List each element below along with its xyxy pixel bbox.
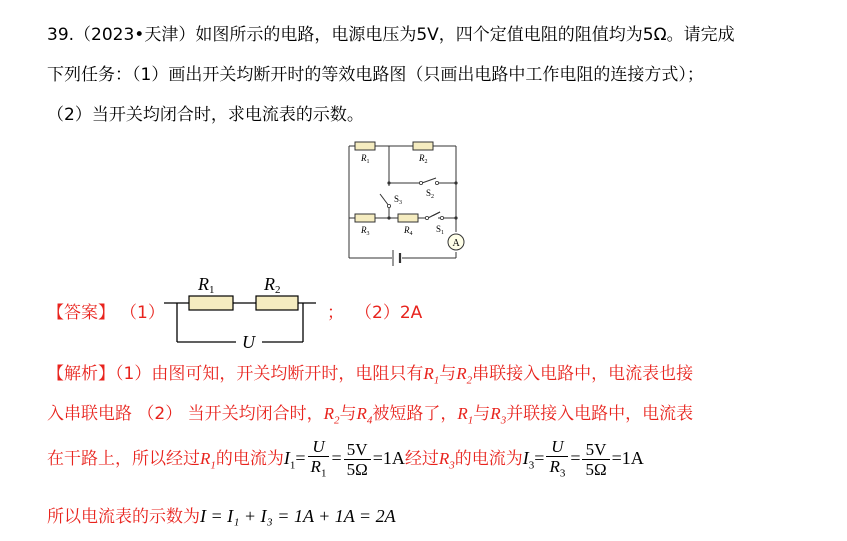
symbol-r1: $R_1$ (200, 449, 216, 472)
analysis-text: 串联接入电路中，电流表也接 (472, 364, 694, 384)
symbol-r1: $R_1$ (423, 364, 440, 387)
answer-part1: （1） (120, 303, 165, 323)
symbol-r4: $R_4$ (356, 404, 373, 427)
analysis-tag: 【解析】 (47, 364, 115, 384)
analysis-text: 与 (339, 404, 357, 424)
analysis-text: 与 (439, 364, 457, 384)
equation-i1: $I_1=$ $\frac{U}{R_1}$ = $\frac{5V}{5\Omega}$ =1A (284, 448, 405, 468)
battery-icon (393, 250, 400, 266)
analysis-text: （1）由图可知，开关均断开时，电阻只有 (115, 364, 424, 384)
equation-i3: $I_3=$ $\frac{U}{R_3}$ = $\frac{5V}{5\Omega}$ =1A (523, 448, 644, 468)
symbol-r1: $R_1$ (457, 404, 474, 427)
answer-part2: （2）2A (355, 303, 423, 323)
label-s1: $S_1$ (436, 224, 445, 236)
label-r4: $R_4$ (404, 225, 413, 237)
analysis-text: 与 (473, 404, 491, 424)
question-line-2: 下列任务：（1）画出开关均断开时的等效电路图（只画出电路中工作电阻的连接方式）； (47, 65, 704, 85)
resistor-r1 (355, 142, 375, 150)
eq-label-r1: R1 (198, 274, 215, 296)
resistor-r3 (355, 214, 375, 222)
resistor-r4 (398, 214, 418, 222)
analysis-line-1 (47, 363, 693, 391)
circuit-diagram (340, 136, 470, 268)
resistor-r2 (413, 142, 433, 150)
answer-tag: 【答案】 (47, 303, 115, 323)
symbol-r2: $R_2$ (456, 364, 473, 387)
eq-label-r2: R2 (264, 274, 281, 296)
analysis-text: 经过 (404, 449, 439, 469)
analysis-line-4 (47, 505, 396, 528)
fraction-5v-over-5ohm: $\frac{5V}{5\Omega}$ (344, 440, 371, 479)
answer-separator: ； (327, 303, 344, 323)
ammeter-label: A (452, 238, 460, 249)
analysis-text: 的电流为 (215, 449, 284, 469)
label-r3: $R_3$ (361, 225, 370, 237)
equation-total-current: I = I₁ + I₃ = 1A + 1A = 2A (200, 506, 396, 526)
eq-label-u: U (242, 332, 255, 352)
label-r2: $R_2$ (419, 153, 428, 165)
question-line-1: 39.（2023•天津）如图所示的电路，电源电压为5V，四个定值电阻的阻值均为5Ω。请完成 (47, 25, 735, 45)
fraction-5v-over-5ohm: $\frac{5V}{5\Omega}$ (582, 440, 609, 479)
symbol-r2: $R_2$ (323, 404, 340, 427)
analysis-text: 所以电流表的示数为 (47, 507, 200, 527)
analysis-text: 被短路了， (372, 404, 458, 424)
label-s3: $S_3$ (394, 194, 403, 206)
analysis-text: 在干路上，所以经过 (47, 449, 200, 469)
analysis-text: 入串联电路 （2） 当开关均闭合时， (47, 404, 324, 424)
symbol-r3: $R_3$ (490, 404, 507, 427)
eq-resistor-r1 (189, 296, 233, 310)
label-r1: $R_1$ (361, 153, 370, 165)
fraction-u-over-r1: $\frac{U}{R_1}$ (308, 437, 330, 483)
eq-resistor-r2 (256, 296, 298, 310)
symbol-r3: $R_3$ (438, 449, 455, 472)
analysis-line-3 (47, 436, 644, 482)
analysis-text: 的电流为 (454, 449, 523, 469)
analysis-text: 并联接入电路中，电流表 (506, 404, 694, 424)
fraction-u-over-r3: $\frac{U}{R_3}$ (546, 437, 568, 483)
question-line-3: （2）当开关均闭合时，求电流表的示数。 (47, 105, 364, 125)
equivalent-circuit (160, 270, 320, 352)
label-s2: $S_2$ (426, 188, 435, 200)
analysis-line-2 (47, 403, 693, 431)
